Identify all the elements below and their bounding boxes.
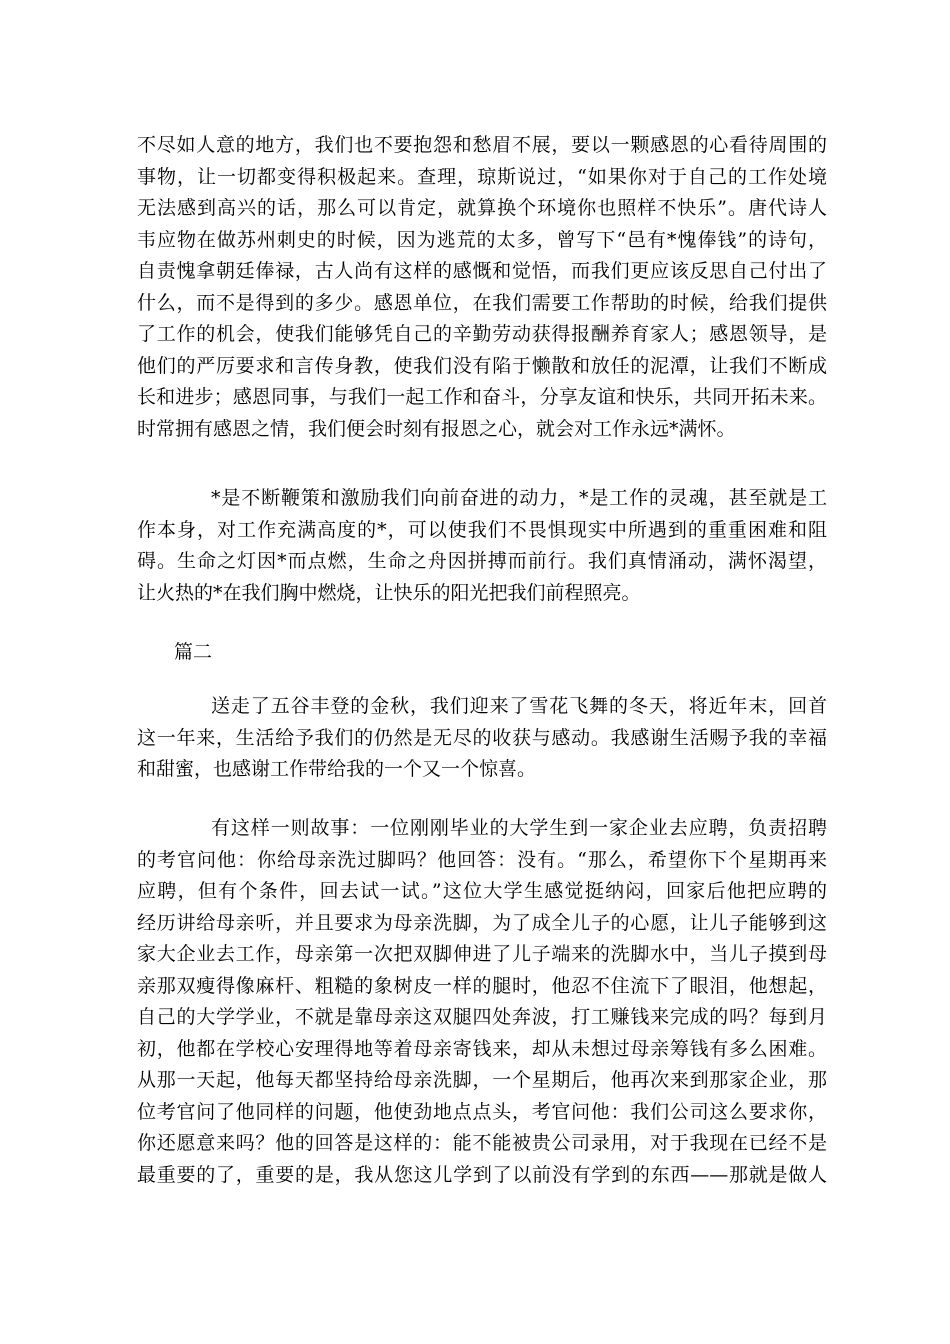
text-line: 家大企业去工作，母亲第一次把双脚伸进了儿子端来的洗脚水中，当儿子摸到母 [137, 943, 827, 965]
text-line: 他们的严厉要求和言传身教，使我们没有陷于懒散和放任的泥潭，让我们不断成 [137, 354, 827, 377]
text-line: 初，他都在学校心安理得地等着母亲寄钱来，却从未想过母亲筹钱有多么困难。 [137, 1037, 827, 1060]
text-line: 事物，让一切都变得积极起来。查理，琼斯说过，“如果你对于自己的工作处境 [137, 165, 827, 188]
paragraph-passion [137, 483, 827, 609]
text-line: 应聘，但有个条件，回去试一试。”这位大学生感觉挺纳闷，回家后他把应聘的 [137, 880, 827, 902]
text-line: 这一年来，生活给予我们的仍然是无尽的收获与感动。我感谢生活赐予我的幸福 [137, 726, 827, 749]
text-line: 和甜蜜，也感谢工作带给我的一个又一个惊喜。 [137, 758, 537, 780]
text-line: 碍。生命之灯因*而点燃，生命之舟因拼搏而前行。我们真情涌动，满怀渴望， [137, 550, 827, 572]
text-line: 送走了五谷丰登的金秋，我们迎来了雪花飞舞的冬天，将近年末，回首 [211, 695, 827, 717]
text-line: 经历讲给母亲听，并且要求为母亲洗脚，为了成全儿子的心愿，让儿子能够到这 [137, 911, 827, 934]
text-line: 的考官问他：你给母亲洗过脚吗？他回答：没有。“那么，希望你下个星期再来 [137, 848, 827, 871]
section-heading: 篇二 [174, 641, 213, 663]
text-line: 从那一天起，他每天都坚持给母亲洗脚，一个星期后，他再次来到那家企业，那 [137, 1069, 827, 1091]
text-line: 什么，而不是得到的多少。感恩单位，在我们需要工作帮助的时候，给我们提供 [137, 291, 827, 314]
text-line: *是不断鞭策和激励我们向前奋进的动力，*是工作的灵魂，甚至就是工 [211, 487, 827, 509]
text-line: 了工作的机会，使我们能够凭自己的辛勤劳动获得报酬养育家人；感恩领导，是 [137, 323, 827, 345]
text-line: 自己的大学学业，不就是靠母亲这双腿四处奔波，打工赚钱来完成的吗？每到月 [137, 1006, 827, 1028]
text-line: 韦应物在做苏州刺史的时候，因为逃荒的太多，曾写下“邑有*愧俸钱”的诗句， [137, 228, 827, 251]
text-line: 让火热的*在我们胸中燃烧，让快乐的阳光把我们前程照亮。 [137, 581, 641, 604]
text-line: 时常拥有感恩之情，我们便会时刻有报恩之心，就会对工作永远*满怀。 [137, 417, 736, 440]
paragraph-story [137, 813, 827, 1191]
text-line: 不尽如人意的地方，我们也不要抱怨和愁眉不展，要以一颗感恩的心看待周围的 [137, 134, 827, 156]
text-line: 长和进步；感恩同事，与我们一起工作和奋斗，分享友谊和快乐，共同开拓未来。 [137, 386, 827, 408]
text-line: 无法感到高兴的话，那么可以肯定，就算换个环境你也照样不快乐”。唐代诗人 [137, 197, 827, 219]
text-line: 有这样一则故事：一位刚刚毕业的大学生到一家企业去应聘，负责招聘 [211, 817, 827, 839]
paragraph-year-end [137, 691, 827, 786]
paragraph-gratitude [137, 130, 827, 445]
text-line: 最重要的了，重要的是，我从您这儿学到了以前没有学到的东西——那就是做人 [137, 1163, 827, 1186]
text-line: 位考官问了他同样的问题，他使劲地点点头，考官问他：我们公司这么要求你， [137, 1100, 827, 1123]
text-line: 亲那双瘦得像麻杆、粗糙的象树皮一样的腿时，他忍不住流下了眼泪，他想起， [137, 974, 827, 997]
text-line: 你还愿意来吗？他的回答是这样的：能不能被贵公司录用，对于我现在已经不是 [137, 1132, 827, 1154]
text-line: 自责愧拿朝廷俸禄，古人尚有这样的感慨和觉悟，而我们更应该反思自己付出了 [137, 260, 827, 282]
text-line: 作本身，对工作充满高度的*，可以使我们不畏惧现实中所遇到的重重困难和阻 [137, 518, 827, 541]
